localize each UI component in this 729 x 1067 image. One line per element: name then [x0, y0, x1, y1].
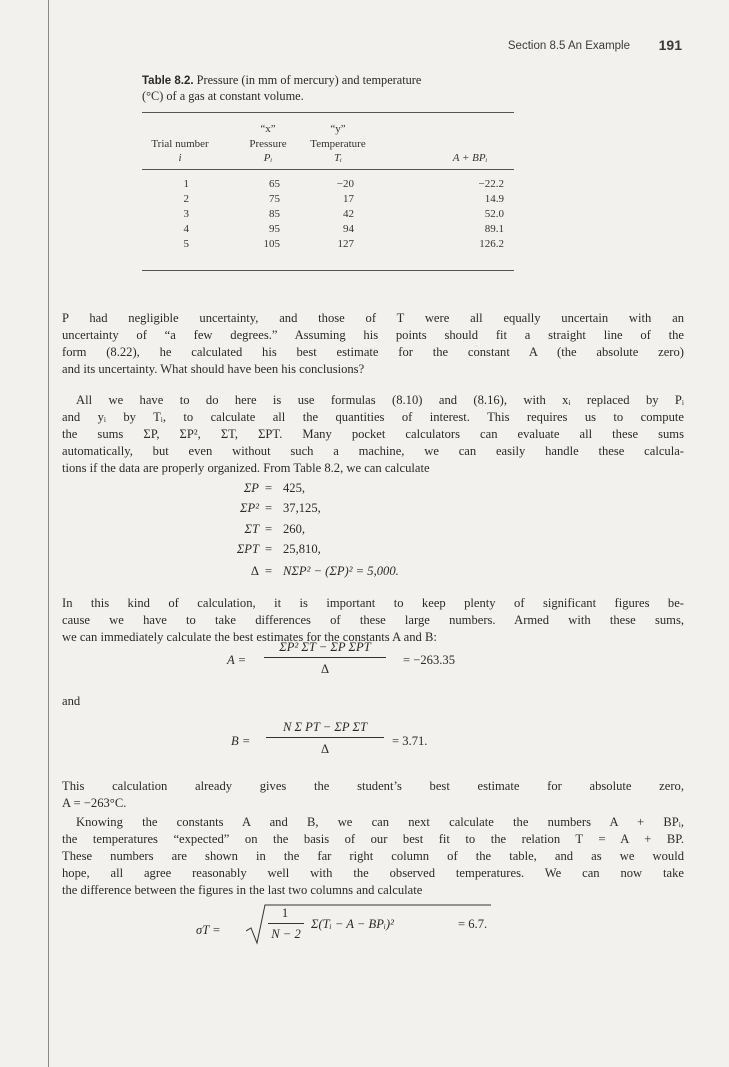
- sum-label: ΣPT: [236, 542, 259, 556]
- paragraph-3: [62, 595, 684, 646]
- equation-lhs: σT =: [196, 923, 221, 937]
- paragraph-1: [62, 310, 684, 378]
- equals-sign: =: [265, 481, 273, 495]
- cell-pressure: 95: [269, 223, 280, 235]
- cell-temperature: 127: [337, 238, 354, 250]
- header-pi: Pᵢ: [263, 152, 273, 164]
- caption-line-1: Pressure (in mm of mercury) and temperature: [196, 73, 422, 87]
- equals-sign: =: [265, 501, 273, 515]
- cell-pressure: 105: [263, 238, 280, 250]
- cell-trial: 4: [183, 223, 189, 235]
- cell-temperature: −20: [336, 178, 354, 190]
- equation-lhs: B =: [231, 734, 251, 748]
- sum-label: ΣP: [243, 481, 259, 495]
- text-line: cause we have to take differences of these large numbers. Armed with these sums,: [62, 613, 684, 627]
- table-bottom-rule: [142, 270, 514, 271]
- sum-value: NΣP² − (ΣP)² = 5,000.: [283, 564, 399, 578]
- table-label: Table 8.2.: [142, 75, 194, 87]
- cell-pressure: 75: [269, 193, 280, 205]
- fraction-bar: [264, 657, 386, 658]
- cell-pressure: 65: [269, 178, 280, 190]
- running-head: [420, 38, 682, 54]
- paragraph-5: [62, 814, 684, 899]
- equation-result: = 6.7.: [458, 917, 488, 931]
- caption-line-2: (°C) of a gas at constant volume.: [142, 89, 304, 103]
- text-line: uncertainty of “a few degrees.” Assuming his points should fit a straight line of the: [62, 328, 684, 342]
- cell-trial: 3: [183, 208, 189, 220]
- cell-temperature: 17: [343, 193, 354, 205]
- header-y: “y”: [330, 123, 346, 135]
- text-line: and yᵢ by Tᵢ, to calculate all the quantities of interest. This requires us to compute: [62, 410, 684, 424]
- cell-fit: 14.9: [484, 193, 504, 205]
- sum-value: 37,125,: [283, 501, 321, 515]
- equation-result: = −263.35: [403, 653, 455, 667]
- text-line: and its uncertainty. What should have been his conclusions?: [62, 362, 365, 376]
- equation-numerator: ΣP² ΣT − ΣP ΣPT: [279, 640, 371, 654]
- text-line: the difference between the figures in the last two columns and calculate: [62, 883, 423, 897]
- cell-fit: 89.1: [484, 223, 504, 235]
- connective-and: and: [62, 694, 81, 708]
- equation-denominator: Δ: [320, 742, 330, 756]
- sum-label: Δ: [250, 564, 259, 578]
- equation-numerator: N Σ PT − ΣP ΣT: [282, 720, 368, 734]
- equation-lhs: A =: [227, 653, 247, 667]
- cell-trial: 1: [183, 178, 189, 190]
- text-line: automatically, but even without such a machine, we can easily handle these calcula-: [62, 444, 684, 458]
- header-temperature: Temperature: [310, 138, 366, 150]
- cell-fit: 52.0: [484, 208, 504, 220]
- header-ti: Tᵢ: [334, 152, 342, 164]
- section-title: Section 8.5 An Example: [507, 40, 630, 52]
- fraction-denominator: N − 2: [271, 927, 301, 941]
- fraction-numerator: 1: [281, 906, 289, 920]
- header-i: i: [178, 152, 182, 164]
- cell-temperature: 42: [343, 208, 354, 220]
- sum-value: 25,810,: [283, 542, 321, 556]
- header-pressure: Pressure: [249, 138, 287, 150]
- paragraph-4: [62, 778, 684, 812]
- table-header-rule: [142, 169, 514, 170]
- text-line: Knowing the constants A and B, we can next calculate the numbers A + BPᵢ,: [76, 815, 684, 829]
- text-line: we can immediately calculate the best estimates for the constants A and B:: [62, 630, 437, 644]
- text-line: All we have to do here is use formulas (8.10) and (8.16), with xᵢ replaced by Pᵢ: [76, 393, 684, 407]
- text-line: These numbers are shown in the far right column of the table, and as we would: [62, 849, 684, 863]
- fraction-bar: [266, 737, 384, 738]
- table-caption: [142, 73, 522, 104]
- cell-trial: 2: [183, 193, 189, 205]
- sum-label: ΣT: [244, 522, 259, 536]
- text-line: hope, all agree reasonably well with the observed temperatures. We can now take: [62, 866, 684, 880]
- text-line: the sums ΣP, ΣP², ΣT, ΣPT. Many pocket calculators can evaluate all these sums: [62, 427, 684, 441]
- equals-sign: =: [265, 522, 273, 536]
- fraction-bar: [268, 923, 304, 924]
- equals-sign: =: [265, 564, 273, 578]
- text-line: A = −263°C.: [62, 796, 127, 810]
- text-line: form (8.22), he calculated his best estimate for the constant A (the absolute zero): [62, 345, 684, 359]
- header-trial: Trial number: [151, 138, 209, 150]
- table-top-rule: [142, 112, 514, 113]
- sum-label: ΣP²: [240, 501, 259, 515]
- header-x: “x”: [260, 123, 276, 135]
- cell-temperature: 94: [343, 223, 354, 235]
- cell-trial: 5: [183, 238, 189, 250]
- cell-pressure: 85: [269, 208, 280, 220]
- equals-sign: =: [265, 542, 273, 556]
- header-fit: A + BPᵢ: [452, 152, 488, 164]
- page-number: 191: [658, 37, 682, 53]
- text-line: This calculation already gives the student’s best estimate for absolute zero,: [62, 779, 684, 793]
- text-line: In this kind of calculation, it is important to keep plenty of significant figures be-: [62, 596, 684, 610]
- equation-denominator: Δ: [320, 662, 330, 676]
- text-line: the temperatures “expected” on the basis of our best fit to the relation T = A + BP.: [62, 832, 684, 846]
- equation-result: = 3.71.: [392, 734, 428, 748]
- sum-value: 425,: [283, 481, 306, 495]
- page-margin-rule: [48, 0, 49, 1067]
- equation-body: Σ(Tᵢ − A − BPᵢ)²: [311, 917, 394, 931]
- sum-value: 260,: [283, 522, 306, 536]
- text-line: tions if the data are properly organized. From Table 8.2, we can calculate: [62, 461, 430, 475]
- text-line: P had negligible uncertainty, and those of T were all equally uncertain with an: [62, 311, 684, 325]
- cell-fit: −22.2: [478, 178, 504, 190]
- cell-fit: 126.2: [479, 238, 504, 250]
- paragraph-2: [62, 392, 684, 477]
